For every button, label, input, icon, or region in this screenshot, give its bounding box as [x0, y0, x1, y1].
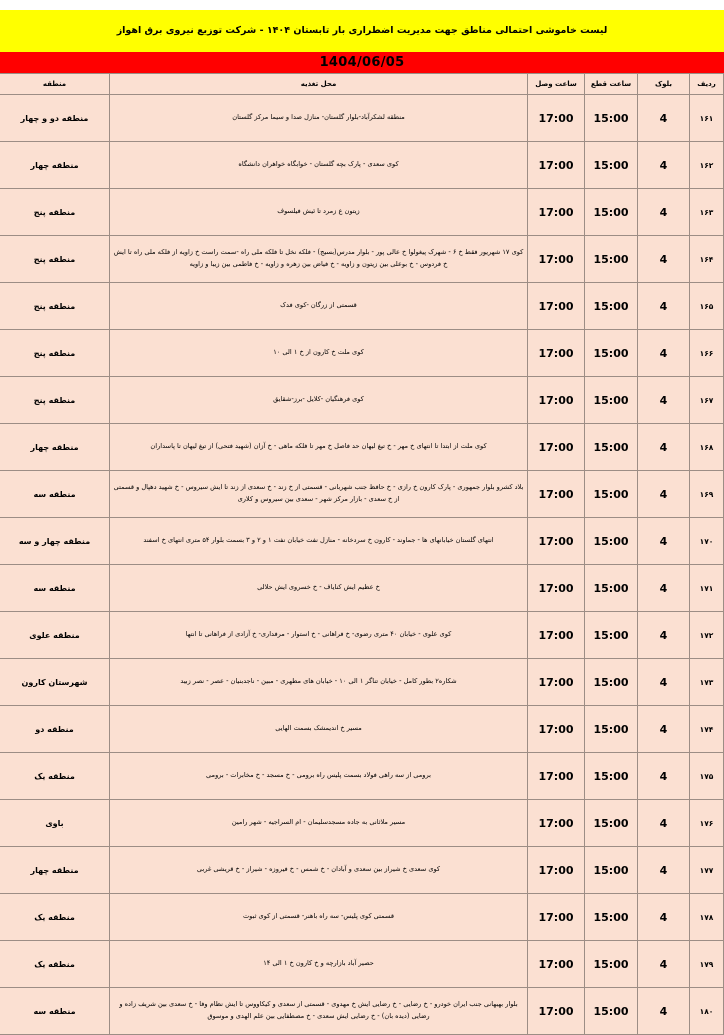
- table-row: [0, 142, 724, 189]
- cell-connect-time: 17:00: [528, 142, 585, 189]
- cell-row-number: ۱۷۷: [690, 847, 724, 894]
- cell-region: منطقه پنج: [0, 236, 110, 283]
- column-header-radif: ردیف: [690, 74, 724, 95]
- cell-feeding-place: مسیر ملاثانی به جاده مسجدسلیمان - ام السراجیه - شهر رامین: [110, 800, 528, 847]
- cell-cut-time: 15:00: [585, 471, 638, 518]
- table-row: [0, 988, 724, 1035]
- table-row: [0, 847, 724, 894]
- table-row: [0, 471, 724, 518]
- cell-region: منطقه دو: [0, 706, 110, 753]
- table-row: [0, 377, 724, 424]
- table-row: [0, 330, 724, 377]
- cell-row-number: ۱۷۹: [690, 941, 724, 988]
- cell-row-number: ۱۷۱: [690, 565, 724, 612]
- cell-connect-time: 17:00: [528, 988, 585, 1035]
- cell-feeding-place: کوی علوی - خیابان ۴۰ متری رضوی- خ فراهانی - خ استوار - مرفداری- خ آزادی از فراهانی تا انتها: [110, 612, 528, 659]
- cell-region: منطقه سه: [0, 565, 110, 612]
- cell-connect-time: 17:00: [528, 377, 585, 424]
- cell-feeding-place: کوی ملت خ کارون از خ ۱ الی ۱۰: [110, 330, 528, 377]
- cell-cut-time: 15:00: [585, 565, 638, 612]
- cell-feeding-place: قسمتی کوی پلیس- سه راه باهنر- قسمتی از کوی ثبوت: [110, 894, 528, 941]
- table-header: [0, 74, 724, 95]
- cell-connect-time: 17:00: [528, 612, 585, 659]
- cell-connect-time: 17:00: [528, 189, 585, 236]
- cell-connect-time: 17:00: [528, 753, 585, 800]
- cell-row-number: ۱۷۲: [690, 612, 724, 659]
- cell-row-number: ۱۶۵: [690, 283, 724, 330]
- cell-cut-time: 15:00: [585, 518, 638, 565]
- cell-cut-time: 15:00: [585, 236, 638, 283]
- cell-feeding-place: منطقه لشکرآباد-بلوار گلستان- منازل صدا و سیما مرکز گلستان: [110, 95, 528, 142]
- table-row: [0, 800, 724, 847]
- cell-cut-time: 15:00: [585, 189, 638, 236]
- cell-feeding-place: برومی از سه راهی فولاد بسمت پلیس راه برومی - خ مسجد - خ مخابرات - برومی: [110, 753, 528, 800]
- cell-connect-time: 17:00: [528, 706, 585, 753]
- cell-row-number: ۱۶۹: [690, 471, 724, 518]
- cell-feeding-place: شکاره۲ بطور کامل - خیابان تناگر ۱ الی ۱۰ - خیابان های مطهری - مبین - ناجدبنیان - عصر - نصر زبید: [110, 659, 528, 706]
- cell-row-number: ۱۸۰: [690, 988, 724, 1035]
- cell-row-number: ۱۶۴: [690, 236, 724, 283]
- cell-connect-time: 17:00: [528, 659, 585, 706]
- cell-block: 4: [638, 706, 690, 753]
- cell-block: 4: [638, 659, 690, 706]
- table-row: [0, 753, 724, 800]
- cell-connect-time: 17:00: [528, 424, 585, 471]
- column-header-cut-time: ساعت قطع: [585, 74, 638, 95]
- cell-feeding-place: مسیر خ اندیمشک بسمت الهایی: [110, 706, 528, 753]
- cell-connect-time: 17:00: [528, 847, 585, 894]
- cell-connect-time: 17:00: [528, 330, 585, 377]
- cell-block: 4: [638, 471, 690, 518]
- cell-block: 4: [638, 894, 690, 941]
- cell-cut-time: 15:00: [585, 330, 638, 377]
- cell-block: 4: [638, 377, 690, 424]
- table-row: [0, 424, 724, 471]
- cell-feeding-place: انتهای گلستان خیابانهای ها - جماوند - کارون خ سردخانه - منازل نفت خیابان نفت ۱ و ۲ و ۳ بسمت بلوار ۵۴ متری انتهای خ اسفند: [110, 518, 528, 565]
- cell-cut-time: 15:00: [585, 95, 638, 142]
- cell-cut-time: 15:00: [585, 283, 638, 330]
- cell-region: منطقه چهار و سه: [0, 518, 110, 565]
- cell-feeding-place: کوی ۱۷ شهریور فقط خ ۶ - شهرک پیغولوا خ عالی پور - بلوار مدرس(بسیج) - فلکه نخل تا فلکه ملی راه -سمت راست خ زاویه از فلکه ملی راه تا ایش خ فردوس - خ بوعلی بین زیتون و زاویه - خ فیاض بین زهره و زاویه - خ فاطمی بین زیبا و زاویه: [110, 236, 528, 283]
- cell-region: منطقه سه: [0, 471, 110, 518]
- cell-cut-time: 15:00: [585, 988, 638, 1035]
- cell-feeding-place: کوی سعدی - پارک بچه گلستان - خوابگاه خواهران دانشگاه: [110, 142, 528, 189]
- cell-cut-time: 15:00: [585, 753, 638, 800]
- cell-block: 4: [638, 847, 690, 894]
- cell-cut-time: 15:00: [585, 612, 638, 659]
- cell-cut-time: 15:00: [585, 377, 638, 424]
- table-row: [0, 941, 724, 988]
- table-row: [0, 565, 724, 612]
- cell-block: 4: [638, 330, 690, 377]
- cell-feeding-place: بلاد کشرو بلوار جمهوری - پارک کارون خ رازی - خ حافظ جنب شهربانی - قسمتی از خ زند - خ سعدی از زند تا ایش سیروس - خ شهید دهپال و قسمتی از خ سعدی - بازار مرکز شهر - سعدی بین سیروس و کلاری: [110, 471, 528, 518]
- cell-cut-time: 15:00: [585, 424, 638, 471]
- cell-cut-time: 15:00: [585, 847, 638, 894]
- schedule-date-banner: [0, 52, 724, 73]
- page-title: لیست خاموشی احتمالی مناطق جهت مدیریت اضطراری بار تابستان ۱۴۰۴ - شرکت توزیع نیروی برق اهواز: [116, 25, 608, 37]
- cell-row-number: ۱۶۷: [690, 377, 724, 424]
- cell-feeding-place: خ عظیم ایش کنایاف - خ خسروی ایش حلالی: [110, 565, 528, 612]
- cell-block: 4: [638, 612, 690, 659]
- table-row: [0, 189, 724, 236]
- cell-cut-time: 15:00: [585, 941, 638, 988]
- table-row: [0, 236, 724, 283]
- cell-row-number: ۱۷۵: [690, 753, 724, 800]
- cell-row-number: ۱۷۳: [690, 659, 724, 706]
- cell-region: منطقه علوی: [0, 612, 110, 659]
- cell-row-number: ۱۶۶: [690, 330, 724, 377]
- cell-cut-time: 15:00: [585, 142, 638, 189]
- cell-block: 4: [638, 565, 690, 612]
- cell-row-number: ۱۷۴: [690, 706, 724, 753]
- cell-region: منطقه یک: [0, 753, 110, 800]
- cell-region: باوی: [0, 800, 110, 847]
- cell-row-number: ۱۶۱: [690, 95, 724, 142]
- cell-block: 4: [638, 95, 690, 142]
- column-header-region: منطقه: [0, 74, 110, 95]
- outage-table: [0, 73, 724, 1035]
- cell-feeding-place: حصیر آباد بازارچه و خ کارون خ ۱ الی ۱۴: [110, 941, 528, 988]
- table-row: [0, 518, 724, 565]
- cell-cut-time: 15:00: [585, 894, 638, 941]
- cell-block: 4: [638, 142, 690, 189]
- cell-region: منطقه چهار: [0, 424, 110, 471]
- schedule-date: 1404/06/05: [319, 55, 405, 70]
- cell-region: منطقه چهار: [0, 142, 110, 189]
- cell-row-number: ۱۷۰: [690, 518, 724, 565]
- table-row: [0, 894, 724, 941]
- cell-row-number: ۱۷۸: [690, 894, 724, 941]
- cell-block: 4: [638, 424, 690, 471]
- cell-region: منطقه یک: [0, 941, 110, 988]
- cell-region: شهرستان کارون: [0, 659, 110, 706]
- cell-connect-time: 17:00: [528, 236, 585, 283]
- schedule-title-banner: [0, 10, 724, 52]
- cell-block: 4: [638, 518, 690, 565]
- cell-region: منطقه دو و چهار: [0, 95, 110, 142]
- column-header-connect-time: ساعت وصل: [528, 74, 585, 95]
- cell-feeding-place: کوی ملت از ابتدا تا انتهای خ مهر - خ تیغ لیهان حد فاصل خ مهر تا فلکه ماهی - خ آزان (شهید فتحی) از تیغ لیهان تا پاسداران: [110, 424, 528, 471]
- column-header-place: محل تغذیه: [110, 74, 528, 95]
- cell-connect-time: 17:00: [528, 894, 585, 941]
- cell-feeding-place: بلوار بهبهانی جنب ایران خودرو - خ رضایی - خ رضایی ایش خ مهدوی - قسمتی از سعدی و کیکاووس تا ایش نظام وفا - خ سعدی بین شریف زاده و رضایی (دیده بان) - خ رضایی ایش سعدی - خ مصطفایی بین علم الهدی و موسوق: [110, 988, 528, 1035]
- cell-region: منطقه سه: [0, 988, 110, 1035]
- cell-region: منطقه چهار: [0, 847, 110, 894]
- cell-row-number: ۱۶۲: [690, 142, 724, 189]
- cell-row-number: ۱۷۶: [690, 800, 724, 847]
- cell-connect-time: 17:00: [528, 283, 585, 330]
- table-row: [0, 95, 724, 142]
- cell-cut-time: 15:00: [585, 659, 638, 706]
- cell-block: 4: [638, 941, 690, 988]
- cell-cut-time: 15:00: [585, 800, 638, 847]
- cell-cut-time: 15:00: [585, 706, 638, 753]
- cell-region: منطقه پنج: [0, 283, 110, 330]
- table-row: [0, 706, 724, 753]
- cell-connect-time: 17:00: [528, 471, 585, 518]
- cell-connect-time: 17:00: [528, 565, 585, 612]
- table-header-row: [0, 74, 724, 95]
- cell-block: 4: [638, 988, 690, 1035]
- cell-feeding-place: کوی سعدی خ شیراز بین سعدی و آبادان - خ شمس - خ فیروزه - شیراز - خ قریشی غربی: [110, 847, 528, 894]
- cell-region: منطقه پنج: [0, 189, 110, 236]
- cell-region: منطقه پنج: [0, 330, 110, 377]
- column-header-block: بلوک: [638, 74, 690, 95]
- cell-feeding-place: کوی فرهنگیان -کلایل -برز-شقایق: [110, 377, 528, 424]
- cell-block: 4: [638, 753, 690, 800]
- cell-row-number: ۱۶۳: [690, 189, 724, 236]
- table-row: [0, 612, 724, 659]
- cell-region: منطقه یک: [0, 894, 110, 941]
- cell-block: 4: [638, 236, 690, 283]
- table-row: [0, 283, 724, 330]
- cell-connect-time: 17:00: [528, 518, 585, 565]
- cell-region: منطقه پنج: [0, 377, 110, 424]
- cell-connect-time: 17:00: [528, 95, 585, 142]
- cell-block: 4: [638, 800, 690, 847]
- table-row: [0, 659, 724, 706]
- table-body: [0, 95, 724, 1035]
- cell-feeding-place: قسمتی از زرگان -کوی فدک: [110, 283, 528, 330]
- cell-connect-time: 17:00: [528, 800, 585, 847]
- cell-feeding-place: زیتون ع زمرد تا ئیش فیلسوف: [110, 189, 528, 236]
- cell-row-number: ۱۶۸: [690, 424, 724, 471]
- cell-block: 4: [638, 189, 690, 236]
- cell-connect-time: 17:00: [528, 941, 585, 988]
- cell-block: 4: [638, 283, 690, 330]
